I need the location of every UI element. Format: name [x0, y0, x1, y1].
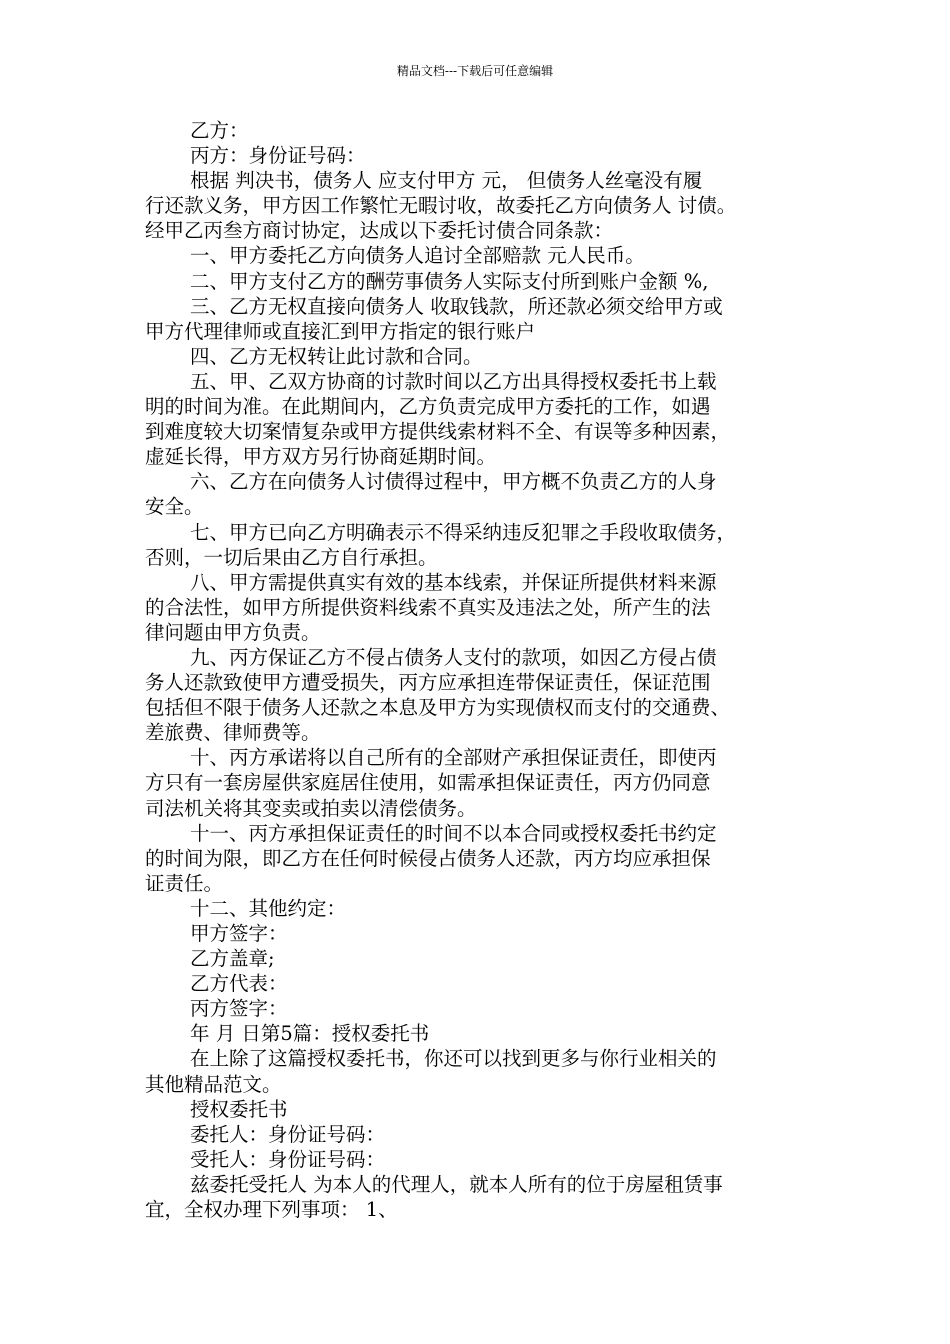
- text-line: 丙方：身份证号码：: [190, 144, 366, 168]
- text-line: 受托人：身份证号码：: [190, 1147, 386, 1171]
- text-line: 六、乙方在向债务人讨债得过程中，甲方概不负责乙方的人身: [190, 470, 717, 494]
- text-line: 乙方：: [190, 119, 249, 142]
- text-line: 丙方签字：: [190, 997, 288, 1021]
- text-line: 方只有一套房屋供家庭居住使用，如需承担保证责任，丙方仍同意: [145, 771, 711, 795]
- text-line: 七、甲方已向乙方明确表示不得采纳违反犯罪之手段收取债务，: [190, 520, 737, 544]
- text-line: 虚延长得，甲方双方另行协商延期时间。: [145, 445, 497, 469]
- text-line: 务人还款致使甲方遭受损失，丙方应承担连带保证责任，保证范围: [145, 671, 711, 695]
- text-line: 年 月 日第5篇：授权委托书: [190, 1022, 430, 1046]
- text-line: 包括但不限于债务人还款之本息及甲方为实现债权而支付的交通费、: [145, 696, 731, 720]
- text-line: 四、乙方无权转让此讨款和合同。: [190, 344, 483, 368]
- text-line: 乙方代表：: [190, 972, 288, 996]
- text-line: 差旅费、律师费等。: [145, 721, 321, 745]
- text-line: 十二、其他约定：: [190, 896, 347, 920]
- text-line: 的合法性，如甲方所提供资料线索不真实及违法之处，所产生的法: [145, 595, 711, 619]
- page-header: 精品文档---下载后可任意编辑: [396, 64, 554, 78]
- text-line: 根据 判决书，债务人 应支付甲方 元， 但债务人丝毫没有履: [190, 169, 703, 193]
- text-line: 授权委托书: [190, 1097, 288, 1121]
- text-line: 乙方盖章;: [190, 947, 275, 971]
- text-line: 经甲乙丙叁方商讨协定，达成以下委托讨债合同条款：: [145, 219, 614, 243]
- text-line: 司法机关将其变卖或拍卖以清偿债务。: [145, 796, 477, 820]
- text-line: 安全。: [145, 495, 204, 519]
- text-line: 行还款义务，甲方因工作繁忙无暇讨收，故委托乙方向债务人 讨债。: [145, 194, 737, 218]
- text-line: 其他精品范文。: [145, 1072, 282, 1096]
- text-line: 委托人：身份证号码：: [190, 1122, 386, 1146]
- text-line: 二、甲方支付乙方的酬劳事债务人实际支付所到账户金额 %,: [190, 269, 709, 293]
- text-line: 兹委托受托人 为本人的代理人，就本人所有的位于房屋租赁事: [190, 1172, 723, 1196]
- text-line: 证责任。: [145, 871, 224, 895]
- text-line: 九、丙方保证乙方不侵占债务人支付的款项，如因乙方侵占债: [190, 645, 717, 669]
- text-line: 到难度较大切案情复杂或甲方提供线索材料不全、有误等多种因素，: [145, 420, 731, 444]
- text-line: 宜，全权办理下列事项： 1、: [145, 1198, 398, 1222]
- text-line: 甲方签字：: [190, 922, 288, 945]
- text-line: 五、甲、乙双方协商的讨款时间以乙方出具得授权委托书上载: [190, 369, 717, 393]
- text-line: 十、丙方承诺将以自己所有的全部财产承担保证责任，即使丙: [190, 746, 717, 770]
- text-line: 明的时间为准。在此期间内，乙方负责完成甲方委托的工作，如遇: [145, 395, 711, 419]
- text-line: 在上除了这篇授权委托书，你还可以找到更多与你行业相关的: [190, 1047, 717, 1071]
- text-line: 律问题由甲方负责。: [145, 620, 321, 644]
- text-line: 十一、丙方承担保证责任的时间不以本合同或授权委托书约定: [190, 821, 717, 845]
- text-line: 甲方代理律师或直接汇到甲方指定的银行账户: [145, 319, 536, 343]
- text-line: 的时间为限，即乙方在任何时候侵占债务人还款，丙方均应承担保: [145, 846, 711, 870]
- text-line: 一、甲方委托乙方向债务人追讨全部赔款 元人民币。: [190, 244, 645, 268]
- text-line: 三、乙方无权直接向债务人 收取钱款，所还款必须交给甲方或: [190, 294, 723, 318]
- document-body: [145, 118, 815, 1222]
- text-line: 八、甲方需提供真实有效的基本线索，并保证所提供材料来源: [190, 570, 717, 594]
- text-line: 否则，一切后果由乙方自行承担。: [145, 545, 438, 569]
